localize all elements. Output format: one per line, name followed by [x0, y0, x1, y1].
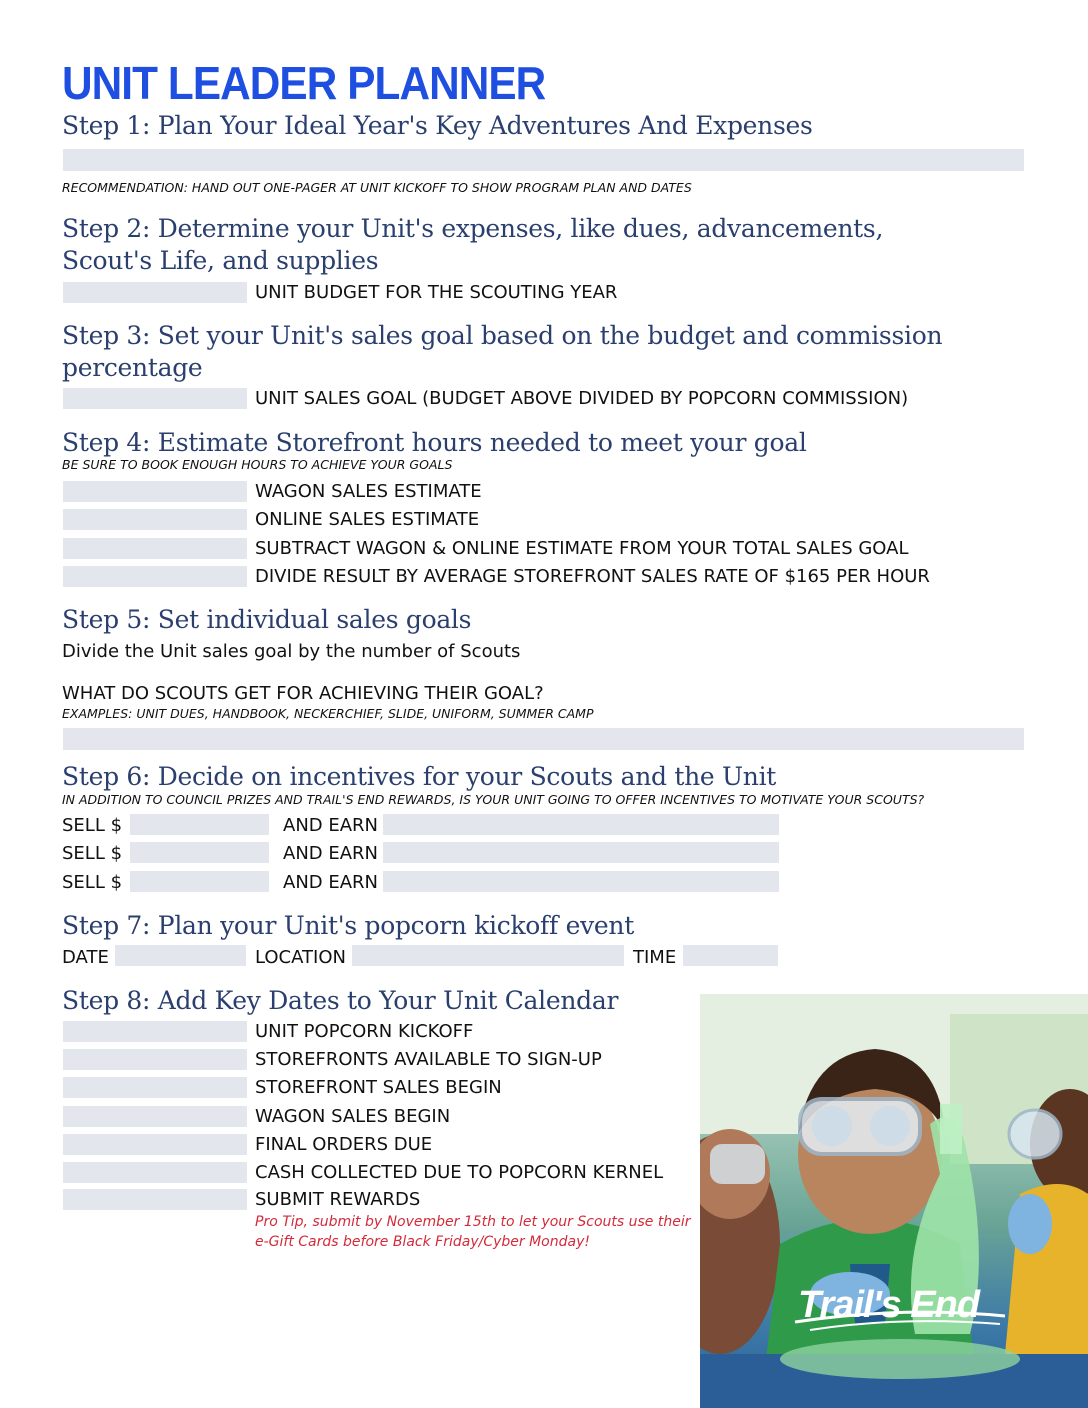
earn-label: AND EARN — [283, 815, 379, 836]
subtract-estimate-input[interactable] — [63, 538, 247, 559]
sell-amount-input[interactable] — [130, 871, 269, 892]
step5-question: WHAT DO SCOUTS GET FOR ACHIEVING THEIR GOAL? — [62, 683, 544, 704]
earn-reward-input[interactable] — [383, 871, 779, 892]
step5-examples: EXAMPLES: UNIT DUES, HANDBOOK, NECKERCHIEF, SLIDE, UNIFORM, SUMMER CAMP — [62, 706, 594, 721]
date-input-submit-rewards[interactable] — [63, 1189, 247, 1210]
date-label: DATE — [62, 947, 109, 968]
date-input-kickoff[interactable] — [63, 1021, 247, 1042]
key-date-label: WAGON SALES BEGIN — [255, 1106, 451, 1127]
key-date-label: STOREFRONTS AVAILABLE TO SIGN-UP — [255, 1049, 602, 1070]
step5-heading: Step 5: Set individual sales goals — [62, 605, 472, 634]
location-label: LOCATION — [255, 947, 346, 968]
pro-tip-line2: e-Gift Cards before Black Friday/Cyber Monday! — [255, 1234, 590, 1250]
time-label: TIME — [633, 947, 677, 968]
storefront-hours-input[interactable] — [63, 566, 247, 587]
wagon-estimate-label: WAGON SALES ESTIMATE — [255, 481, 482, 502]
step4-note: BE SURE TO BOOK ENOUGH HOURS TO ACHIEVE YOUR GOALS — [62, 457, 453, 472]
page-title: UNIT LEADER PLANNER — [62, 57, 546, 109]
trails-end-logo: Trail's End — [798, 1284, 980, 1326]
sell-amount-input[interactable] — [130, 814, 269, 835]
step4-heading: Step 4: Estimate Storefront hours needed to meet your goal — [62, 428, 807, 457]
step5-body: Divide the Unit sales goal by the number of Scouts — [62, 641, 521, 662]
sell-label: SELL $ — [62, 872, 123, 893]
earn-label: AND EARN — [283, 872, 379, 893]
budget-input[interactable] — [63, 282, 247, 303]
date-input-wagon-sales[interactable] — [63, 1106, 247, 1127]
step2-heading-line2: Scout's Life, and supplies — [62, 246, 379, 275]
step6-note: IN ADDITION TO COUNCIL PRIZES AND TRAIL'S END REWARDS, IS YOUR UNIT GOING TO OFFER INCENTIVES TO MOTIVATE YOUR SCOUTS? — [62, 792, 925, 807]
date-input-storefront-sales[interactable] — [63, 1077, 247, 1098]
earn-reward-input[interactable] — [383, 842, 779, 863]
online-estimate-input[interactable] — [63, 509, 247, 530]
sell-amount-input[interactable] — [130, 842, 269, 863]
key-date-label: CASH COLLECTED DUE TO POPCORN KERNEL — [255, 1162, 664, 1183]
step2-heading-line1: Step 2: Determine your Unit's expenses, like dues, advancements, — [62, 214, 884, 243]
step1-heading: Step 1: Plan Your Ideal Year's Key Adventures And Expenses — [62, 111, 813, 140]
wagon-estimate-input[interactable] — [63, 481, 247, 502]
online-estimate-label: ONLINE SALES ESTIMATE — [255, 509, 480, 530]
kickoff-location-input[interactable] — [352, 945, 624, 966]
date-input-final-orders[interactable] — [63, 1134, 247, 1155]
earn-label: AND EARN — [283, 843, 379, 864]
key-date-label: STOREFRONT SALES BEGIN — [255, 1077, 502, 1098]
step1-note: RECOMMENDATION: HAND OUT ONE-PAGER AT UNIT KICKOFF TO SHOW PROGRAM PLAN AND DATES — [62, 180, 692, 195]
step3-heading-line2: percentage — [62, 353, 203, 382]
kickoff-time-input[interactable] — [683, 945, 778, 966]
earn-reward-input[interactable] — [383, 814, 779, 835]
pro-tip-line1: Pro Tip, submit by November 15th to let your Scouts use their — [255, 1214, 691, 1230]
storefront-hours-label: DIVIDE RESULT BY AVERAGE STOREFRONT SALES RATE OF $165 PER HOUR — [255, 566, 930, 587]
sell-label: SELL $ — [62, 843, 123, 864]
subtract-estimate-label: SUBTRACT WAGON & ONLINE ESTIMATE FROM YOUR TOTAL SALES GOAL — [255, 538, 909, 559]
step1-input-field[interactable] — [63, 149, 1024, 171]
scout-reward-input[interactable] — [63, 728, 1024, 750]
step8-heading: Step 8: Add Key Dates to Your Unit Calendar — [62, 986, 619, 1015]
step7-heading: Step 7: Plan your Unit's popcorn kickoff event — [62, 911, 634, 940]
scouts-photo — [700, 994, 1088, 1408]
scouts-illustration — [700, 994, 1088, 1408]
date-input-cash-collected[interactable] — [63, 1162, 247, 1183]
sales-goal-label: UNIT SALES GOAL (BUDGET ABOVE DIVIDED BY POPCORN COMMISSION) — [255, 388, 909, 409]
key-date-label: FINAL ORDERS DUE — [255, 1134, 433, 1155]
step3-heading-line1: Step 3: Set your Unit's sales goal based on the budget and commission — [62, 321, 943, 350]
kickoff-date-input[interactable] — [115, 945, 246, 966]
key-date-label: SUBMIT REWARDS — [255, 1189, 421, 1210]
key-date-label: UNIT POPCORN KICKOFF — [255, 1021, 474, 1042]
sales-goal-input[interactable] — [63, 388, 247, 409]
step6-heading: Step 6: Decide on incentives for your Scouts and the Unit — [62, 762, 777, 791]
date-input-storefront-signup[interactable] — [63, 1049, 247, 1070]
sell-label: SELL $ — [62, 815, 123, 836]
budget-label: UNIT BUDGET FOR THE SCOUTING YEAR — [255, 282, 618, 303]
